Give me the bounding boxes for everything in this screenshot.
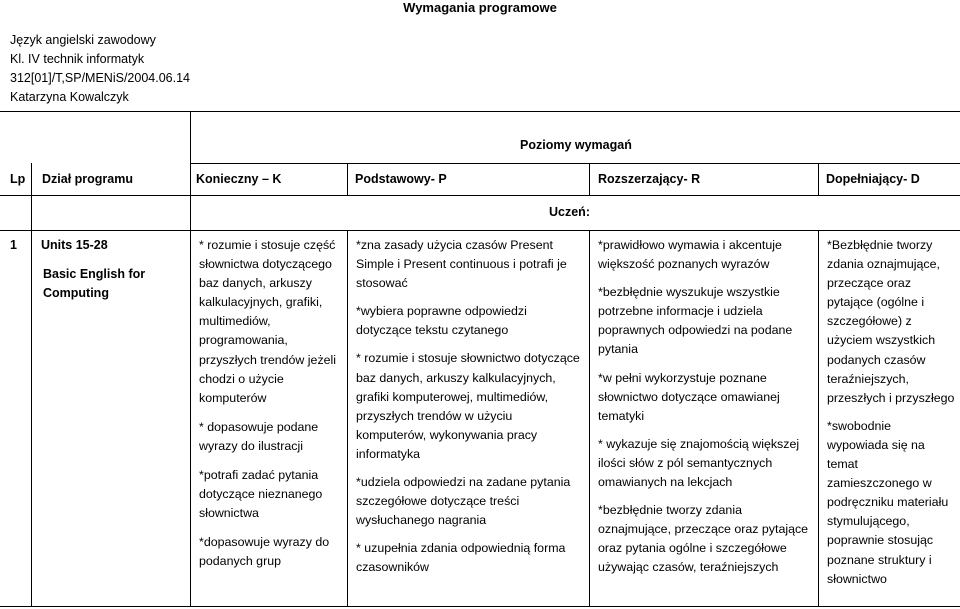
p-line: *wybiera poprawne odpowiedzi: [356, 304, 527, 319]
r-line: *prawidłowo wymawia i akcentuje: [598, 238, 782, 252]
col-border-dzial: [190, 111, 191, 606]
table-bottom-border: [0, 606, 960, 607]
p-line: dotyczące tekstu czytanego: [356, 323, 509, 338]
k-line: wyrazy do ilustracji: [199, 438, 303, 453]
r-line: słownictwo dotyczące omawianej: [598, 389, 780, 404]
p-line: stosować: [356, 276, 408, 291]
dzial-book-title-1: Basic English for: [43, 267, 146, 281]
d-line: użyciem wszystkich: [827, 333, 936, 348]
r-line: tematyki: [598, 408, 645, 423]
levels-header: Poziomy wymagań: [520, 138, 632, 152]
r-line: *bezbłędnie wyszukuje wszystkie: [598, 285, 780, 300]
p-line: szczegółowe dotyczące treści: [356, 494, 520, 509]
col-border-p: [589, 163, 590, 195]
k-line: podanych grup: [199, 554, 281, 569]
info-subject: Język angielski zawodowy: [10, 33, 156, 47]
r-line: *w pełni wykorzystuje poznane: [598, 370, 767, 385]
k-line: * dopasowuje podane: [199, 419, 319, 434]
col-border-r-body: [818, 230, 819, 606]
r-line: oraz pytania ogólne i szczegółowe: [598, 541, 787, 556]
k-line: kalkulacyjnych, grafiki,: [199, 295, 323, 310]
col-header-dopelniajacy: Dopełniający- D: [826, 172, 920, 186]
d-line: podanych czasów: [827, 352, 926, 367]
d-line: temat: [827, 457, 858, 472]
page-title: Wymagania programowe: [403, 0, 557, 15]
col-header-dzial: Dział programu: [42, 172, 133, 186]
d-line: przeczące oraz: [827, 276, 912, 291]
r-line: ilości słów z pól semantycznych: [598, 455, 773, 470]
table-top-border: [0, 111, 960, 112]
r-line: oznajmujące, przeczące oraz pytające: [598, 522, 809, 537]
r-line: omawianych na lekcjach: [598, 475, 733, 490]
k-line: przyszłych trendów jeżeli: [199, 352, 337, 367]
r-line: większość poznanych wyrazów: [598, 257, 770, 272]
col-border-lp: [31, 163, 32, 606]
p-line: *udziela odpowiedzi na zadane pytania: [356, 475, 571, 490]
info-teacher: Katarzyna Kowalczyk: [10, 90, 129, 104]
p-line: grafiki komputerowej, multimediów,: [356, 389, 549, 404]
p-line: *zna zasady użycia czasów Present: [356, 238, 553, 252]
p-line: czasowników: [356, 560, 429, 575]
dopelniajacy-cell: [827, 236, 959, 589]
info-program-code: 312[01]/T,SP/MENiS/2004.06.14: [10, 71, 190, 85]
r-line: pytania: [598, 342, 638, 357]
header-row-border: [0, 195, 960, 196]
d-line: stymulującego,: [827, 514, 910, 529]
uczen-label: Uczeń:: [549, 205, 590, 219]
d-line: przeszłych i przyszłego: [827, 390, 955, 405]
col-border-k-body: [347, 230, 348, 606]
rozszerzajacy-cell: [598, 236, 816, 578]
info-class: Kl. IV technik informatyk: [10, 52, 145, 66]
r-line: * wykazuje się znajomością większej: [598, 436, 800, 451]
k-line: multimediów,: [199, 314, 271, 329]
k-line: *potrafi zadać pytania: [199, 468, 319, 483]
k-line: *dopasowuje wyrazy do: [199, 535, 330, 550]
row-dzial: [32, 236, 182, 303]
r-line: potrzebne informacje i udziela: [598, 304, 763, 319]
col-border-r: [818, 163, 819, 195]
podstawowy-cell: [356, 236, 588, 578]
row-lp: 1: [10, 238, 17, 252]
r-line: używając czasów, teraźniejszych: [598, 560, 779, 575]
col-header-konieczny: Konieczny – K: [196, 172, 282, 186]
d-line: zdania oznajmujące,: [827, 257, 940, 272]
uczen-row-border: [0, 230, 960, 231]
d-line: zamieszczonego w: [827, 476, 932, 491]
d-line: słownictwo: [827, 571, 887, 586]
k-line: słownictwa: [199, 506, 259, 521]
dzial-book-title-2: Computing: [43, 286, 109, 300]
k-line: programowania,: [199, 333, 288, 348]
levels-row-border: [190, 163, 960, 164]
k-line: baz danych, arkuszy: [199, 276, 312, 291]
k-line: komputerów: [199, 390, 267, 405]
col-header-lp: Lp: [10, 172, 26, 186]
d-line: *Bezbłędnie tworzy: [827, 238, 933, 252]
p-line: wysłuchanego nagrania: [356, 513, 487, 528]
col-header-rozszerzajacy: Rozszerzający- R: [598, 172, 701, 186]
d-line: teraźniejszych,: [827, 371, 909, 386]
d-line: pytające (ogólne i: [827, 295, 925, 310]
r-line: *bezbłędnie tworzy zdania: [598, 503, 742, 518]
d-line: wypowiada się na: [827, 437, 925, 452]
p-line: przyszłych trendów w użyciu: [356, 408, 513, 423]
k-line: dotyczące nieznanego: [199, 487, 323, 502]
k-line: chodzi o użycie: [199, 371, 284, 386]
p-line: komputerów, wykonywania pracy: [356, 427, 538, 442]
document-info: [10, 31, 190, 107]
col-border-k: [347, 163, 348, 195]
k-line: * rozumie i stosuje część: [199, 238, 336, 252]
konieczny-cell: [199, 236, 345, 572]
col-border-p-body: [589, 230, 590, 606]
col-header-podstawowy: Podstawowy- P: [355, 172, 447, 186]
d-line: *swobodnie: [827, 418, 892, 433]
r-line: poprawnych odpowiedzi na podane: [598, 323, 793, 338]
d-line: poznane struktury i: [827, 552, 932, 567]
p-line: baz danych, arkuszy kalkulacyjnych,: [356, 370, 556, 385]
k-line: słownictwa dotyczącego: [199, 257, 332, 272]
p-line: * rozumie i stosuje słownictwo dotyczące: [356, 351, 580, 366]
p-line: informatyka: [356, 446, 421, 461]
d-line: szczegółowe) z: [827, 314, 912, 329]
dzial-units: Units 15-28: [41, 238, 108, 252]
p-line: Simple i Present continuous i potrafi je: [356, 257, 567, 272]
d-line: poprawnie stosując: [827, 533, 934, 548]
p-line: * uzupełnia zdania odpowiednią forma: [356, 541, 566, 556]
d-line: podręczniku materiału: [827, 495, 949, 510]
